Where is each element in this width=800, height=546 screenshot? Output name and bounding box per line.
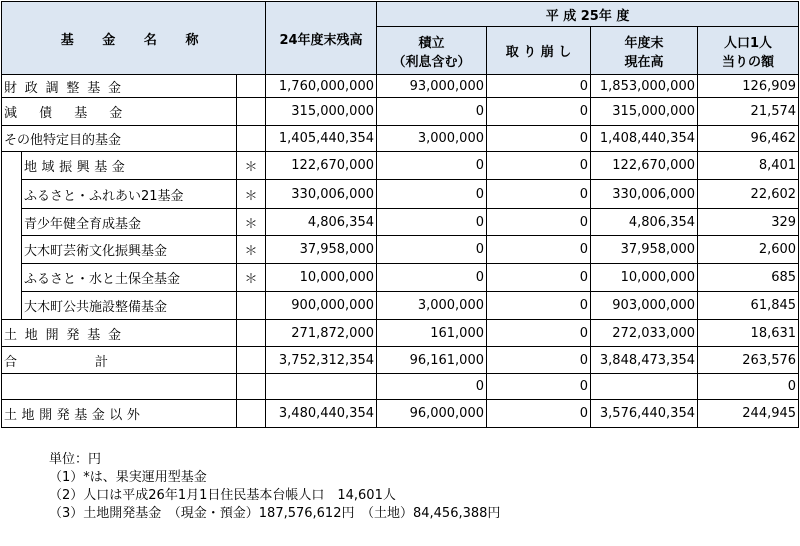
accumulate-value: 0 [377, 152, 487, 180]
table-row [2, 400, 799, 428]
prev-balance: 1,760,000,000 [266, 75, 377, 98]
withdraw-value: 0 [487, 374, 591, 400]
accumulate-value: 161,000 [377, 320, 487, 347]
fund-name: 財政調整基金 [2, 75, 237, 98]
table-row-total [2, 347, 799, 374]
fund-mark [237, 374, 266, 400]
withdraw-value: 0 [487, 320, 591, 347]
fund-mark [237, 347, 266, 374]
per-capita-value: 329 [698, 209, 799, 236]
footnote: （3）土地開発基金 （現金・預金）187,576,612円 （土地）84,456,388円 [49, 506, 501, 521]
fund-mark [237, 320, 266, 347]
footnote: （1）*は、果実運用型基金 [49, 470, 207, 485]
current-balance: 10,000,000 [591, 264, 698, 292]
header-prev-balance: 24年度末残高 [266, 2, 377, 75]
fund-name: 合 計 [2, 347, 237, 374]
prev-balance [266, 374, 377, 400]
accumulate-value: 0 [377, 180, 487, 209]
fund-mark: ＊ [237, 264, 266, 292]
fund-mark [237, 292, 266, 320]
current-balance: 903,000,000 [591, 292, 698, 320]
accumulate-value: 96,161,000 [377, 347, 487, 374]
prev-balance: 900,000,000 [266, 292, 377, 320]
per-capita-value: 61,845 [698, 292, 799, 320]
fund-name: 土地開発基金 [2, 320, 237, 347]
prev-balance: 37,958,000 [266, 236, 377, 264]
accumulate-value: 3,000,000 [377, 292, 487, 320]
current-balance: 1,408,440,354 [591, 126, 698, 152]
withdraw-value: 0 [487, 98, 591, 126]
header-accumulate: 積立 （利息含む） [377, 27, 487, 75]
per-capita-value: 244,945 [698, 400, 799, 428]
fund-mark: ＊ [237, 209, 266, 236]
accumulate-value: 0 [377, 98, 487, 126]
per-capita-value: 8,401 [698, 152, 799, 180]
withdraw-value: 0 [487, 347, 591, 374]
current-balance: 37,958,000 [591, 236, 698, 264]
fund-mark [237, 126, 266, 152]
footnote: （2）人口は平成26年1月1日住民基本台帳人口 14,601人 [49, 488, 396, 503]
fund-name [2, 374, 237, 400]
fund-mark [237, 400, 266, 428]
fund-name: 青少年健全育成基金 [22, 209, 237, 236]
table-row [2, 152, 799, 180]
withdraw-value: 0 [487, 75, 591, 98]
table-row [2, 320, 799, 347]
accumulate-value: 93,000,000 [377, 75, 487, 98]
fund-mark: ＊ [237, 180, 266, 209]
withdraw-value: 0 [487, 400, 591, 428]
fund-mark [237, 98, 266, 126]
prev-balance: 3,752,312,354 [266, 347, 377, 374]
unit-note: 単位：円 [49, 452, 102, 467]
table-row [2, 264, 799, 292]
per-capita-value: 21,574 [698, 98, 799, 126]
header-fund-name: 基 金 名 称 [2, 2, 266, 75]
fund-name: ふるさと・水と土保全基金 [22, 264, 237, 292]
prev-balance: 122,670,000 [266, 152, 377, 180]
table-row [2, 374, 799, 400]
withdraw-value: 0 [487, 264, 591, 292]
fund-name: 減 債 基 金 [2, 98, 237, 126]
fund-mark: ＊ [237, 152, 266, 180]
prev-balance: 1,405,440,354 [266, 126, 377, 152]
current-balance: 4,806,354 [591, 209, 698, 236]
current-balance: 122,670,000 [591, 152, 698, 180]
current-balance: 3,848,473,354 [591, 347, 698, 374]
withdraw-value: 0 [487, 152, 591, 180]
per-capita-value: 2,600 [698, 236, 799, 264]
withdraw-value: 0 [487, 236, 591, 264]
current-balance: 315,000,000 [591, 98, 698, 126]
per-capita-value: 685 [698, 264, 799, 292]
prev-balance: 4,806,354 [266, 209, 377, 236]
fund-name: 土地開発基金以外 [2, 400, 237, 428]
current-balance: 330,006,000 [591, 180, 698, 209]
current-balance: 272,033,000 [591, 320, 698, 347]
withdraw-value: 0 [487, 180, 591, 209]
accumulate-value: 96,000,000 [377, 400, 487, 428]
header-withdraw: 取 り 崩 し [487, 27, 591, 75]
table-row [2, 126, 799, 152]
fund-name: 地域振興基金 [22, 152, 237, 180]
per-capita-value: 96,462 [698, 126, 799, 152]
table-row [2, 209, 799, 236]
fund-mark: ＊ [237, 236, 266, 264]
per-capita-value: 18,631 [698, 320, 799, 347]
fund-name: ふるさと・ふれあい21基金 [22, 180, 237, 209]
per-capita-value: 0 [698, 374, 799, 400]
table-row [2, 236, 799, 264]
current-balance: 1,853,000,000 [591, 75, 698, 98]
fund-name: 大木町芸術文化振興基金 [22, 236, 237, 264]
per-capita-value: 263,576 [698, 347, 799, 374]
fund-mark [237, 75, 266, 98]
footnotes [49, 451, 500, 523]
prev-balance: 3,480,440,354 [266, 400, 377, 428]
table-row [2, 292, 799, 320]
per-capita-value: 126,909 [698, 75, 799, 98]
prev-balance: 315,000,000 [266, 98, 377, 126]
current-balance: 3,576,440,354 [591, 400, 698, 428]
prev-balance: 271,872,000 [266, 320, 377, 347]
header-current-balance: 年度末 現在高 [591, 27, 698, 75]
prev-balance: 330,006,000 [266, 180, 377, 209]
fund-name: 大木町公共施設整備基金 [22, 292, 237, 320]
header-fiscal-year: 平 成 25年 度 [377, 2, 799, 27]
accumulate-value: 0 [377, 209, 487, 236]
accumulate-value: 3,000,000 [377, 126, 487, 152]
indent-spacer [2, 152, 22, 320]
withdraw-value: 0 [487, 209, 591, 236]
accumulate-value: 0 [377, 264, 487, 292]
table-row [2, 75, 799, 98]
current-balance [591, 374, 698, 400]
accumulate-value: 0 [377, 374, 487, 400]
header-per-capita: 人口1人 当りの額 [698, 27, 799, 75]
fund-table [1, 1, 799, 428]
withdraw-value: 0 [487, 292, 591, 320]
fund-name: その他特定目的基金 [2, 126, 237, 152]
prev-balance: 10,000,000 [266, 264, 377, 292]
withdraw-value: 0 [487, 126, 591, 152]
table-row [2, 98, 799, 126]
per-capita-value: 22,602 [698, 180, 799, 209]
accumulate-value: 0 [377, 236, 487, 264]
table-row [2, 180, 799, 209]
